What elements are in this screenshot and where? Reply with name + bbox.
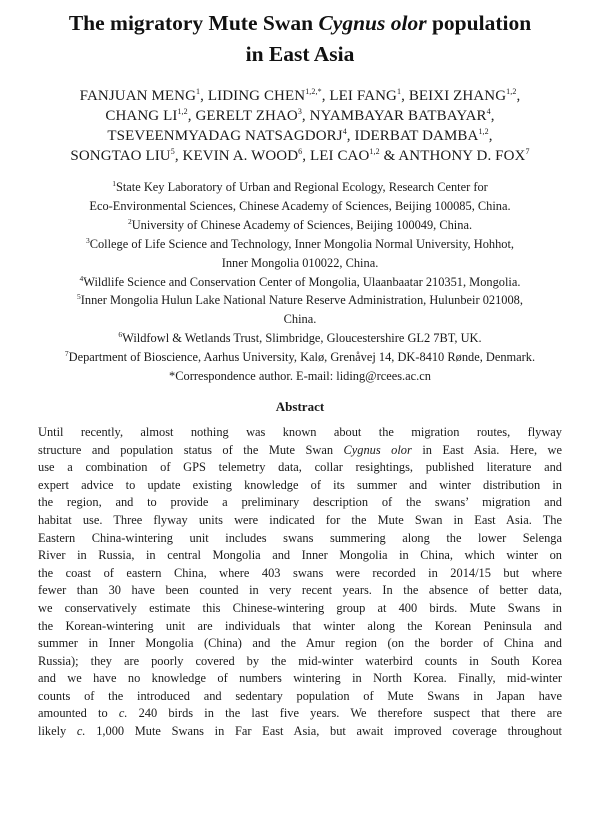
affiliation-line [38, 273, 562, 292]
author-line [38, 126, 562, 146]
abstract-italic-text: c. [118, 706, 128, 721]
author-name: BEIXI ZHANG [408, 88, 507, 104]
author-name: LIDING CHEN [207, 88, 306, 104]
abstract-text: we conservatively estimate this Chinese-wintering group at 400 birds. Mute Swans in [38, 600, 562, 615]
author-separator: & [379, 148, 399, 164]
author-name: IDERBAT DAMBA [354, 128, 479, 144]
abstract-text: River in Russia, in central Mongolia and Inner Mongolia in China, which winter on [38, 548, 562, 563]
affiliation-line [38, 291, 562, 310]
author-line [38, 86, 562, 106]
abstract-line [38, 477, 562, 495]
abstract-line [38, 705, 562, 723]
affiliation-number: 6 [118, 330, 123, 340]
affiliation-line [38, 348, 562, 367]
affiliation-marker: 1 [397, 87, 402, 96]
abstract-line [38, 565, 562, 583]
abstract-line [38, 459, 562, 477]
abstract-text: amounted to [38, 706, 119, 721]
author-separator: , [346, 128, 355, 144]
abstract-text: likely [38, 724, 77, 739]
abstract-line [38, 635, 562, 653]
affiliation-line [38, 367, 562, 386]
affiliation-marker: 4 [486, 107, 491, 116]
author-list [38, 86, 562, 166]
author-name: CHANG LI [105, 108, 178, 124]
affiliation-marker: 1,2 [478, 127, 489, 136]
abstract-line [38, 670, 562, 688]
abstract-text: summer in Inner Mongolia (China) and the Amur region (on the border of China and [38, 636, 562, 651]
title-line-1: The migratory Mute Swan Cygnus olor population [68, 11, 532, 35]
affiliation-marker: 6 [298, 147, 303, 156]
abstract-text: expert advice to update existing knowledge of its summer and winter distribution in [38, 477, 562, 492]
abstract-text: habitat use. Three flyway units were indicated for the Mute Swan in East Asia. The [38, 512, 562, 527]
abstract-line [38, 547, 562, 565]
abstract-text: Eastern China-wintering unit includes swans summering along the lower Selenga [38, 530, 562, 545]
abstract-line [38, 512, 562, 530]
abstract-text: 240 birds in the last five years. We therefore suspect that there are [127, 706, 562, 721]
abstract-text: the Korean-wintering unit are individuals that winter along the Korean Peninsula and [38, 618, 562, 633]
abstract-body [38, 424, 562, 741]
author-separator: , [401, 88, 409, 104]
author-name: NYAMBAYAR BATBAYAR [309, 108, 487, 124]
affiliation-number: 5 [77, 292, 81, 302]
title-species-name: Cygnus olor [318, 11, 427, 35]
affiliation-marker: 4 [342, 127, 347, 136]
affiliation-marker: 7 [525, 147, 530, 156]
affiliation-text: Wildfowl & Wetlands Trust, Slimbridge, Gloucestershire GL2 7BT, UK. [122, 331, 482, 346]
affiliation-marker: 1,2 [369, 147, 380, 156]
author-separator: , [187, 108, 196, 124]
author-line [38, 146, 562, 166]
author-separator: , [321, 88, 330, 104]
abstract-line [38, 600, 562, 618]
affiliation-marker: 1 [196, 87, 201, 96]
affiliation-number: 1 [112, 179, 116, 188]
affiliation-text: China. [283, 312, 317, 327]
author-name: LEI FANG [329, 88, 397, 104]
author-separator: , [174, 148, 183, 164]
abstract-text: the region, and to provide a preliminary description of the swans’ migration and [38, 495, 562, 510]
affiliation-number: 2 [127, 216, 132, 226]
abstract-text: fewer than 30 have been counted in very recent years. In the absence of better data, [38, 583, 562, 598]
abstract-text: in East Asia. Here, we [411, 442, 562, 457]
abstract-line [38, 442, 562, 460]
affiliation-line [38, 329, 562, 348]
affiliation-text: Inner Mongolia 010022, China. [221, 255, 379, 270]
author-name: TSEVEENMYADAG NATSAGDORJ [107, 128, 343, 144]
title-line-2: in East Asia [245, 42, 355, 66]
abstract-text: counts of the introduced and sedentary population of Mute Swans in Japan have [38, 688, 562, 703]
author-name: SONGTAO LIU [70, 148, 171, 164]
abstract-line [38, 494, 562, 512]
affiliation-line [38, 178, 562, 197]
affiliation-list [38, 178, 562, 386]
abstract-italic-text: c. [76, 724, 86, 739]
affiliation-marker: 1,2 [177, 107, 188, 116]
affiliation-line [38, 216, 562, 235]
affiliation-text: Wildlife Science and Conservation Center of Mongolia, Ulaanbaatar 210351, Mongolia. [83, 274, 521, 289]
author-separator: , [302, 148, 310, 164]
author-name: ANTHONY D. FOX [398, 148, 526, 164]
affiliation-number: 3 [85, 235, 90, 245]
abstract-text: 1,000 Mute Swans in Far East Asia, but await improved coverage throughout [85, 724, 562, 739]
abstract-line [38, 723, 562, 741]
abstract-line [38, 424, 562, 442]
affiliation-number: 7 [64, 349, 69, 359]
affiliation-marker: 1,2 [506, 87, 517, 96]
abstract-text: and we have no knowledge of numbers wintering in North Korea. Finally, mid-winter [38, 671, 562, 686]
abstract-text: Russia); they are poorly covered by the mid-winter waterbird counts in South Korea [38, 653, 562, 668]
abstract-italic-text: Cygnus olor [343, 442, 412, 457]
affiliation-text: *Correspondence author. E-mail: liding@rcees.ac.cn [169, 369, 431, 384]
author-name: GERELT ZHAO [195, 108, 298, 124]
author-separator: , [488, 128, 493, 144]
author-separator: , [490, 108, 495, 124]
affiliation-line [38, 310, 562, 329]
affiliation-text: State Key Laboratory of Urban and Regional Ecology, Research Center for [115, 180, 488, 194]
affiliation-text: Inner Mongolia Hulun Lake National Nature Reserve Administration, Hulunbeir 021008, [80, 293, 523, 308]
affiliation-text: College of Life Science and Technology, Inner Mongolia Normal University, Hohhot, [89, 236, 515, 251]
abstract-text: use a combination of GPS telemetry data, collar resightings, published literature and [38, 460, 562, 475]
abstract-text: the coast of eastern China, where 403 swans were recorded in 2014/15 but where [38, 565, 562, 580]
affiliation-line [38, 197, 562, 216]
abstract-heading: Abstract [275, 398, 325, 414]
author-separator: , [200, 88, 208, 104]
abstract-line [38, 653, 562, 671]
abstract-text: Until recently, almost nothing was known about the migration routes, flyway [38, 424, 562, 439]
author-separator: , [301, 108, 310, 124]
affiliation-line [38, 254, 562, 273]
abstract-line [38, 618, 562, 636]
affiliation-marker: 3 [297, 107, 302, 116]
author-name: LEI CAO [309, 148, 370, 164]
affiliation-text: Eco-Environmental Sciences, Chinese Academy of Sciences, Beijing 100085, China. [89, 198, 511, 213]
abstract-line [38, 688, 562, 706]
author-separator: , [516, 88, 521, 104]
affiliation-line [38, 235, 562, 254]
paper-title [38, 8, 562, 70]
affiliation-text: University of Chinese Academy of Sciences, Beijing 100049, China. [131, 217, 473, 232]
author-name: FANJUAN MENG [79, 88, 197, 104]
abstract-line [38, 530, 562, 548]
affiliation-number: 4 [79, 273, 84, 283]
author-line [38, 106, 562, 126]
affiliation-text: Department of Bioscience, Aarhus University, Kalø, Grenåvej 14, DK-8410 Rønde, Denmark. [68, 350, 536, 365]
abstract-text: structure and population status of the Mute Swan [38, 442, 344, 457]
abstract-line [38, 582, 562, 600]
affiliation-marker: 1,2,* [305, 87, 322, 96]
author-name: KEVIN A. WOOD [182, 148, 299, 164]
affiliation-marker: 5 [170, 147, 175, 156]
